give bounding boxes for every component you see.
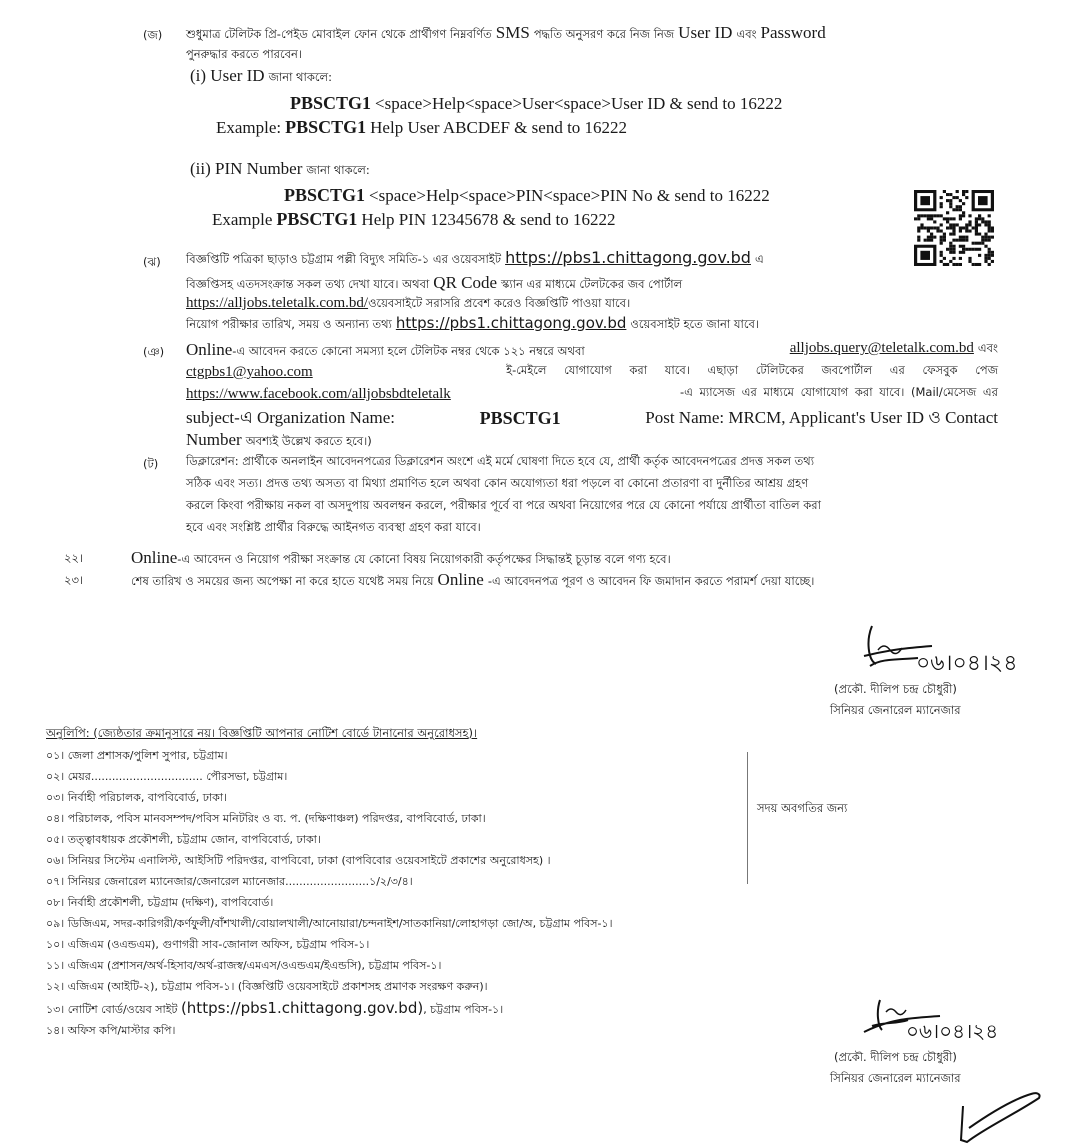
copy-list-item: ০৯। ডিজিএম, সদর-কারিগরী/কর্ণফুলী/বাঁশখালী/বোয়ালখালী/আনোয়ারা/চন্দনাইশ/সাতকানিয়া/লোহাগড়া জো/অ, চট্টগ্রাম পবিস-১। — [46, 917, 613, 930]
item-13-url[interactable]: (https://pbs1.chittagong.gov.bd) — [180, 999, 424, 1017]
section-nya-line1 — [186, 341, 998, 358]
copy-list-item: ০৫। তত্ত্বাবধায়ক প্রকৌশলী, চট্টগ্রাম জোন, বাপবিবোর্ড, ঢাকা। — [46, 833, 321, 846]
online-text: Online — [186, 340, 233, 359]
nya-l4-b: Post Name: MRCM, Applicant's User ID ও Contact — [645, 408, 998, 427]
section-jh-line4 — [186, 316, 759, 331]
nya-l5-text: অবশ্যই উল্লেখ করতে হবে।) — [245, 434, 372, 448]
section-t-line: করলে কিংবা পরীক্ষায় নকল বা অসদুপায় অবলম্বন করলে, পরীক্ষার পূর্বে বা পরে অথবা নিয়োগের পরে যে কোনো পর্যায়ে প্রার্থীতা বাতিল করা — [186, 498, 821, 512]
item-13-text: ১৩। নোটিশ বোর্ড/ওয়েব সাইট — [46, 1003, 178, 1016]
section-t-marker: (ট) — [143, 457, 159, 471]
section-jh-line2 — [186, 274, 682, 291]
nya-l4-code: PBSCTG1 — [479, 408, 561, 428]
intro-text-2: পদ্ধতি অনুসরণ করে নিজ নিজ — [533, 27, 675, 41]
userid-text: User ID — [678, 23, 733, 42]
side-note-divider — [747, 752, 748, 884]
section-j-intro — [186, 24, 826, 41]
jh-l1-end: এ — [754, 252, 764, 266]
signature-2-title: সিনিয়র জেনারেল ম্যানেজার — [830, 1071, 961, 1085]
copy-list-item: ১১। এজিএম (প্রশাসন/অর্থ-হিসাব/অর্থ-রাজস্ব/এমএস/ওএন্ডএম/ইএন্ডসি), চট্টগ্রাম পবিস-১। — [46, 959, 442, 972]
jh-l4-end: ওয়েবসাইট হতে জানা যাবে। — [630, 317, 759, 331]
sub-ii-label-en: (ii) PIN Number — [190, 159, 303, 178]
copy-list-item: ০২। মেয়র................................ পৌরসভা, চট্টগ্রাম। — [46, 770, 288, 783]
copy-list-item: ১০। এজিএম (ওএন্ডএম), গুণাগরী সাব-জোনাল অফিস, চট্টগ্রাম পবিস-১। — [46, 938, 370, 951]
section-t-line: ডিক্লারেশন: প্রার্থীকে অনলাইন আবেদনপত্রের ডিক্লারেশন অংশে এই মর্মে ঘোষণা দিতে হবে যে, প্রার্থী কর্তৃক আবেদনপত্রের প্রদত্ত সকল তথ্য — [186, 454, 815, 468]
and-text: এবং — [736, 27, 757, 41]
sub-i-label — [190, 67, 332, 84]
ctgpbs1-email-link[interactable]: ctgpbs1@yahoo.com — [186, 364, 313, 380]
section-nya-line5 — [186, 431, 372, 448]
sub-i-example — [216, 118, 627, 136]
clause-23-online: Online — [437, 570, 484, 589]
nya-l5-a: Number — [186, 430, 242, 449]
section-t-line: সঠিক এবং সত্য। প্রদত্ত তথ্য অসত্য বা মিথ্যা প্রমাণিত হলে অথবা কোন অযোগ্যতা ধরা পড়লে বা কোনো প্রতারণা বা দুর্নীতির আশ্রয় গ্রহণ — [186, 476, 809, 490]
sub-i-ex-code: PBSCTG1 — [285, 117, 367, 137]
signature-1-title: সিনিয়র জেনারেল ম্যানেজার — [830, 703, 961, 717]
copy-list-item: ০৬। সিনিয়র সিস্টেম এনালিস্ট, আইসিটি পরিদপ্তর, বাপবিবো, ঢাকা (বাপবিবোর ওয়েবসাইটে প্রকাশের অনুরোধসহ) । — [46, 854, 551, 867]
sub-i-label-en: (i) User ID — [190, 66, 265, 85]
section-jh-marker: (ঝ) — [143, 255, 161, 269]
section-t-line: হবে এবং সংশ্লিষ্ট প্রার্থীর বিরুদ্ধে আইনগত ব্যবস্থা গ্রহণ করা যাবে। — [186, 520, 481, 534]
clause-22-text — [131, 549, 671, 566]
sub-ii-command — [284, 186, 770, 204]
sub-i-cmd-rest: <space>Help<space>User<space>User ID & send to 16222 — [375, 94, 783, 113]
sub-ii-ex-rest: Help PIN 12345678 & send to 16222 — [361, 210, 616, 229]
intro-text: শুধুমাত্র টেলিটক প্রি-পেইড মোবাইল ফোন থেকে প্রার্থীগণ নিম্নবর্ণিত — [186, 27, 492, 41]
sub-ii-cmd-code: PBSCTG1 — [284, 185, 366, 205]
signature-2-name: (প্রকৌ. দীলিপ চন্দ্র চৌধুরী) — [834, 1050, 957, 1064]
clause-23-number: ২৩। — [64, 573, 84, 587]
sub-ii-label-bn: জানা থাকলে: — [306, 163, 370, 177]
clause-23-body-a: শেষ তারিখ ও সময়ের জন্য অপেক্ষা না করে হাতে যথেষ্ট সময় নিয়ে — [131, 574, 434, 588]
clause-23-body-b: -এ আবেদনপত্র পূরণ ও আবেদন ফি জমাদান করতে পরামর্শ দেয়া যাচ্ছে। — [487, 574, 815, 588]
jh-l3-text: ওয়েবসাইটে সরাসরি প্রবেশ করেও বিজ্ঞপ্তিটি পাওয়া যাবে। — [368, 296, 631, 310]
sub-i-ex-rest: Help User ABCDEF & send to 16222 — [370, 118, 628, 137]
copy-list-item: ০৮। নির্বাহী প্রকৌশলী, চট্টগ্রাম (দক্ষিণ), বাপবিবোর্ড। — [46, 896, 274, 909]
facebook-page-link[interactable]: https://www.facebook.com/alljobsbdteletalk — [186, 386, 451, 402]
copy-list-item: ০৭। সিনিয়র জেনারেল ম্যানেজার/জেনারেল ম্যানেজার........................১/২/৩/৪। — [46, 875, 413, 888]
signature-1-date: ০৬।০৪।২৪ — [916, 651, 1018, 676]
copy-list-item: ০১। জেলা প্রশাসক/পুলিশ সুপার, চট্টগ্রাম। — [46, 749, 228, 762]
section-jh-line3 — [186, 296, 630, 311]
jh-l4-text: নিয়োগ পরীক্ষার তারিখ, সময় ও অন্যান্য তথ্য — [186, 317, 392, 331]
side-note: সদয় অবগতির জন্য — [757, 801, 848, 815]
copy-list-item: ১৪। অফিস কপি/মাস্টার কপি। — [46, 1024, 176, 1037]
clause-22-online: Online — [131, 548, 178, 567]
alljobs-teletalk-link[interactable]: https://alljobs.teletalk.com.bd/ — [186, 295, 369, 311]
sub-ii-ex-code: PBSCTG1 — [276, 209, 358, 229]
qr-code-icon[interactable] — [914, 190, 994, 266]
section-nya-line2 — [186, 365, 998, 380]
section-jh-line1 — [186, 250, 764, 266]
sub-i-command — [290, 94, 782, 112]
nya-l3-text: -এ ম্যাসেজ এর মাধ্যমে যোগাযোগ করা যাবে। (Mail/মেসেজ এর — [679, 385, 998, 399]
signature-1-name: (প্রকৌ. দীলিপ চন্দ্র চৌধুরী) — [834, 682, 957, 696]
signature-2-handwriting — [862, 998, 1022, 1048]
nya-l1-end: এবং — [977, 341, 998, 355]
copy-list-heading: অনুলিপি: (জ্যেষ্ঠতার ক্রমানুসারে নয়। বিজ্ঞপ্তিটি আপনার নোটিশ বোর্ডে টানানোর অনুরোধসহ)। — [46, 726, 478, 740]
sub-i-cmd-code: PBSCTG1 — [290, 93, 372, 113]
pbs1-website-link-2[interactable]: https://pbs1.chittagong.gov.bd — [395, 314, 627, 332]
clause-22-number: ২২। — [64, 551, 84, 565]
item-13-end: , চট্টগ্রাম পবিস-১। — [423, 1003, 504, 1016]
nya-l2-text: ই-মেইলে যোগাযোগ করা যাবে। এছাড়া টেলিটকের জবপোর্টাল এর ফেসবুক পেজ — [506, 363, 998, 377]
initial-mark-icon — [955, 1088, 1045, 1144]
pbs1-website-link[interactable]: https://pbs1.chittagong.gov.bd — [505, 248, 751, 267]
jh-l2-text-2: স্ক্যান এর মাধ্যমে টেলটকের জব পোর্টাল — [501, 277, 683, 291]
clause-22-body: -এ আবেদন ও নিয়োগ পরীক্ষা সংক্রান্ত যে কোনো বিষয় নিয়োগকারী কর্তৃপক্ষের সিদ্ধান্তই চূড়ান্ত বলে গণ্য হবে। — [177, 552, 671, 566]
jh-l1-text: বিজ্ঞপ্তিটি পত্রিকা ছাড়াও চট্টগ্রাম পল্লী বিদ্যুৎ সমিতি-১ এর ওয়েবসাইট — [186, 252, 502, 266]
section-j-intro-line2: পুনরুদ্ধার করতে পারবেন। — [186, 47, 302, 61]
password-text: Password — [760, 23, 826, 42]
section-nya-marker: (ঞ) — [143, 345, 165, 359]
sms-text: SMS — [495, 23, 530, 42]
sub-ii-example — [212, 210, 615, 228]
copy-list-item: ১২। এজিএম (আইটি-২), চট্টগ্রাম পবিস-১। (বিজ্ঞপ্তিটি ওয়েবসাইটে প্রকাশসহ প্রমাণক সংরক্ষণ করুন)। — [46, 980, 488, 993]
section-j-marker: (জ) — [143, 28, 163, 42]
copy-list-item-13 — [46, 1001, 503, 1016]
sub-i-ex-label: Example: — [216, 118, 282, 137]
signature-1-handwriting — [858, 620, 1018, 684]
jh-l2-text: বিজ্ঞপ্তিসহ এতদসংক্রান্ত সকল তথ্য দেখা যাবে। অথবা — [186, 277, 430, 291]
sub-ii-label — [190, 160, 370, 177]
nya-l1-text: -এ আবেদন করতে কোনো সমস্যা হলে টেলিটক নম্বর থেকে ১২১ নম্বরে অথবা — [232, 344, 585, 358]
copy-list-item: ০৪। পরিচালক, পবিস মানবসম্পদ/পবিস মনিটরিং ও ব্য. প. (দক্ষিণাঞ্চল) পরিদপ্তর, বাপবিবোর্ড, ঢাকা। — [46, 812, 486, 825]
section-nya-line3 — [186, 387, 998, 402]
sub-ii-cmd-rest: <space>Help<space>PIN<space>PIN No & send to 16222 — [369, 186, 770, 205]
alljobs-query-email-link[interactable]: alljobs.query@teletalk.com.bd — [789, 340, 974, 356]
copy-list-item: ০৩। নির্বাহী পরিচালক, বাপবিবোর্ড, ঢাকা। — [46, 791, 227, 804]
clause-23-text — [131, 571, 814, 588]
section-nya-line4 — [186, 409, 998, 427]
signature-2-date: ০৬।০৪।২৪ — [906, 1019, 999, 1043]
nya-l4-a: subject-এ Organization Name: — [186, 408, 395, 427]
sub-i-label-bn: জানা থাকলে: — [268, 70, 332, 84]
qr-code-text: QR Code — [433, 273, 498, 292]
sub-ii-ex-label: Example — [212, 210, 273, 229]
